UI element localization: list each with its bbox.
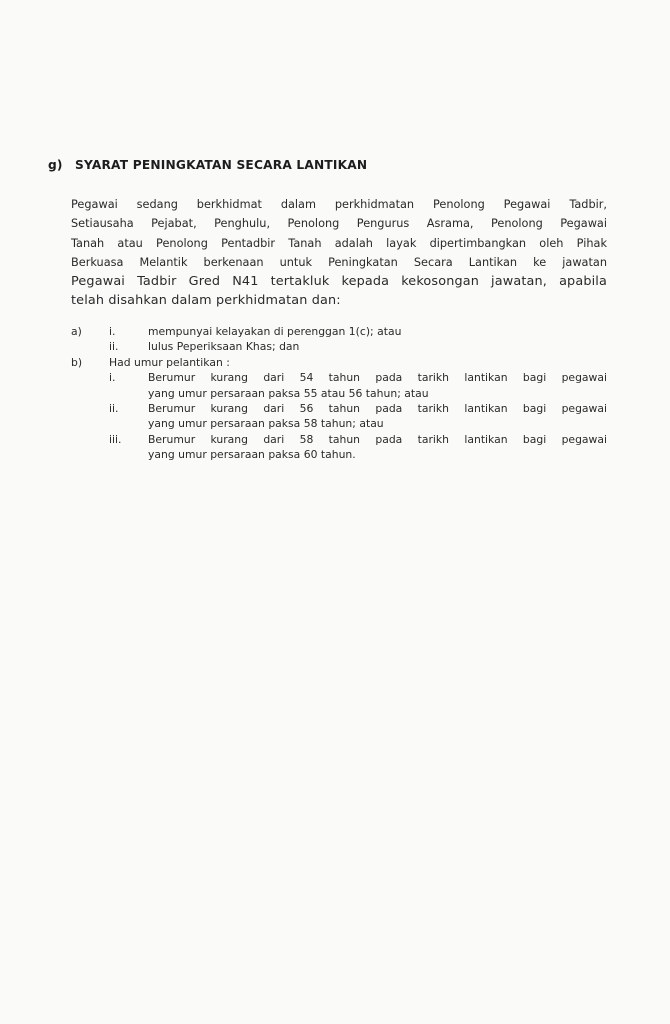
item-marker: ii. — [109, 401, 119, 415]
list-item — [71, 370, 607, 385]
eligibility-paragraph — [71, 195, 607, 311]
condition-b-marker: b) — [71, 355, 83, 369]
item-text: yang umur persaraan paksa 55 atau 56 tahun; atau — [148, 386, 429, 400]
list-item — [71, 432, 607, 447]
paragraph-line: Setiausaha Pejabat, Penghulu, Penolong Pengurus Asrama, Penolong Pegawai — [71, 217, 607, 231]
list-item — [71, 324, 607, 339]
item-text: Berumur kurang dari 58 tahun pada tarikh lantikan bagi pegawai — [148, 432, 607, 446]
item-text: Berumur kurang dari 56 tahun pada tarikh lantikan bagi pegawai — [148, 401, 607, 415]
paragraph-line: Berkuasa Melantik berkenaan untuk Peningkatan Secara Lantikan ke jawatan — [71, 255, 607, 269]
condition-a-marker: a) — [71, 325, 82, 338]
section-number: g) — [48, 158, 63, 172]
section-title: SYARAT PENINGKATAN SECARA LANTIKAN — [75, 158, 368, 172]
item-text: mempunyai kelayakan di perenggan 1(c); atau — [148, 325, 402, 338]
item-marker: ii. — [109, 340, 119, 354]
list-item — [71, 401, 607, 416]
item-text: Berumur kurang dari 54 tahun pada tarikh lantikan bagi pegawai — [148, 371, 607, 385]
paragraph-line: Tanah atau Penolong Pentadbir Tanah adalah layak dipertimbangkan oleh Pihak — [71, 236, 607, 250]
paragraph-line: telah disahkan dalam perkhidmatan dan: — [71, 293, 341, 309]
list-item-continuation — [71, 416, 607, 431]
item-marker: iii. — [109, 432, 122, 446]
item-marker: i. — [109, 371, 116, 385]
paragraph-line: Pegawai sedang berkhidmat dalam perkhidmatan Penolong Pegawai Tadbir, — [71, 198, 607, 211]
paragraph-line: Pegawai Tadbir Gred N41 tertakluk kepada kekosongan jawatan, apabila — [71, 274, 607, 290]
list-item — [71, 339, 607, 354]
list-item-continuation — [71, 447, 607, 462]
item-text: lulus Peperiksaan Khas; dan — [148, 340, 300, 354]
item-text: yang umur persaraan paksa 58 tahun; atau — [148, 417, 384, 431]
condition-b-heading: Had umur pelantikan : — [109, 355, 230, 369]
item-marker: i. — [109, 325, 116, 338]
section-heading — [48, 158, 367, 172]
list-item-continuation — [71, 386, 607, 401]
list-item — [71, 355, 607, 370]
conditions-list — [71, 324, 607, 463]
item-text: yang umur persaraan paksa 60 tahun. — [148, 448, 356, 462]
